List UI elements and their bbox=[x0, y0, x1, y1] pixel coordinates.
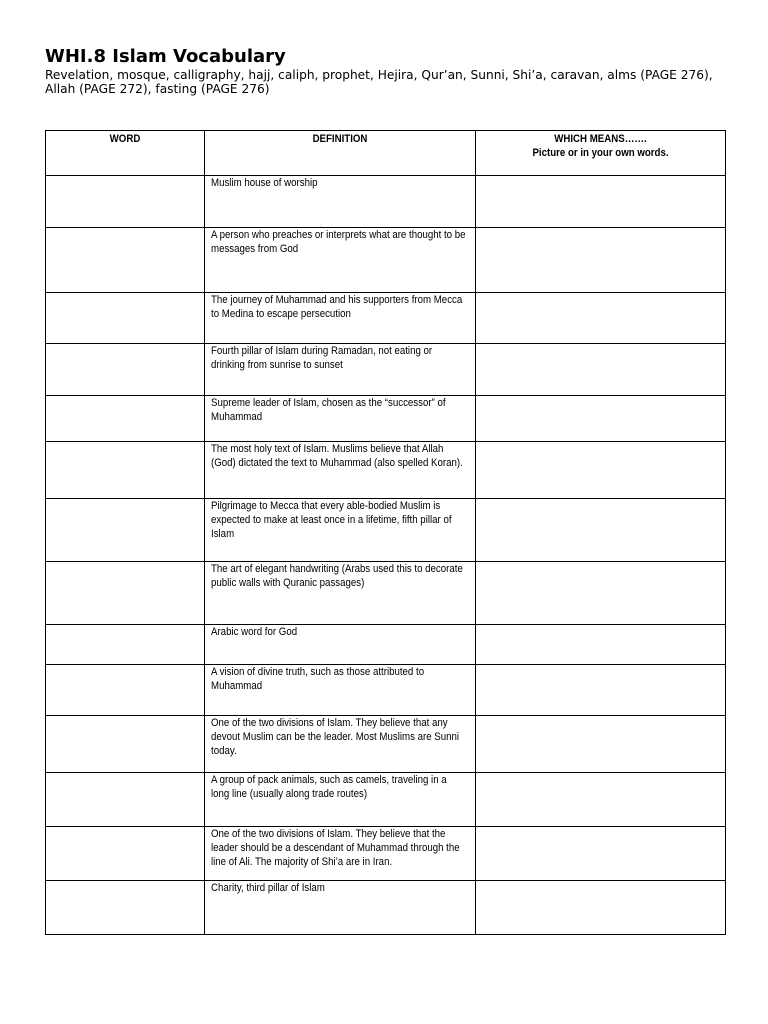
definition-text: The journey of Muhammad and his supporters from Mecca to Medina to escape persecution bbox=[211, 294, 463, 320]
word-cell[interactable] bbox=[46, 396, 205, 442]
definition-text: Supreme leader of Islam, chosen as the “successor” of Muhammad bbox=[211, 397, 446, 423]
word-cell[interactable] bbox=[46, 827, 205, 881]
definition-cell bbox=[205, 228, 476, 293]
vocabulary-table bbox=[45, 130, 726, 935]
word-cell[interactable] bbox=[46, 228, 205, 293]
table-row bbox=[46, 625, 726, 665]
definition-cell bbox=[205, 344, 476, 396]
definition-cell bbox=[205, 293, 476, 344]
word-cell[interactable] bbox=[46, 773, 205, 827]
definition-cell bbox=[205, 562, 476, 625]
definition-text: One of the two divisions of Islam. They believe that any devout Muslim can be the leader. Most Muslims are Sunni today. bbox=[211, 717, 460, 757]
table-row bbox=[46, 228, 726, 293]
word-cell[interactable] bbox=[46, 625, 205, 665]
definition-text: Arabic word for God bbox=[211, 626, 298, 638]
definition-cell bbox=[205, 442, 476, 499]
table-row bbox=[46, 293, 726, 344]
definition-cell bbox=[205, 881, 476, 935]
word-cell[interactable] bbox=[46, 344, 205, 396]
table-row bbox=[46, 442, 726, 499]
which-means-cell[interactable] bbox=[476, 625, 726, 665]
definition-cell bbox=[205, 827, 476, 881]
definition-cell bbox=[205, 625, 476, 665]
definition-cell bbox=[205, 773, 476, 827]
definition-column-header: DEFINITION bbox=[205, 131, 476, 176]
which-means-cell[interactable] bbox=[476, 562, 726, 625]
table-row bbox=[46, 881, 726, 935]
which-means-cell[interactable] bbox=[476, 344, 726, 396]
table-row bbox=[46, 665, 726, 716]
definition-text: Pilgrimage to Mecca that every able-bodied Muslim is expected to make at least once in a lifetime, fifth pillar of Islam bbox=[211, 500, 452, 540]
word-cell[interactable] bbox=[46, 499, 205, 562]
which-means-cell[interactable] bbox=[476, 827, 726, 881]
which-means-cell[interactable] bbox=[476, 396, 726, 442]
definition-text: One of the two divisions of Islam. They believe that the leader should be a descendant of Muhammad through the line of Ali. The majority of Shi’a are in Iran. bbox=[211, 828, 460, 868]
which-means-cell[interactable] bbox=[476, 499, 726, 562]
vocabulary-word-list: Revelation, mosque, calligraphy, hajj, caliph, prophet, Hejira, Qur’an, Sunni, Shi’a, caravan, alms (PAGE 276), Allah (PAGE 272), fasting (PAGE 276) bbox=[45, 68, 713, 96]
which-means-cell[interactable] bbox=[476, 773, 726, 827]
which-means-cell[interactable] bbox=[476, 176, 726, 228]
definition-text: Fourth pillar of Islam during Ramadan, not eating or drinking from sunrise to sunset bbox=[211, 345, 433, 371]
table-row bbox=[46, 562, 726, 625]
definition-cell bbox=[205, 499, 476, 562]
table-row bbox=[46, 344, 726, 396]
word-cell[interactable] bbox=[46, 293, 205, 344]
definition-cell bbox=[205, 176, 476, 228]
word-cell[interactable] bbox=[46, 716, 205, 773]
definition-text: A group of pack animals, such as camels, traveling in a long line (usually along trade routes) bbox=[211, 774, 447, 800]
definition-cell bbox=[205, 665, 476, 716]
table-row bbox=[46, 396, 726, 442]
word-column-header: WORD bbox=[46, 131, 205, 176]
word-cell[interactable] bbox=[46, 881, 205, 935]
which-means-cell[interactable] bbox=[476, 228, 726, 293]
page-title: WHI.8 Islam Vocabulary bbox=[45, 46, 286, 67]
table-row bbox=[46, 716, 726, 773]
definition-text: A person who preaches or interprets what are thought to be messages from God bbox=[211, 229, 466, 255]
word-cell[interactable] bbox=[46, 562, 205, 625]
definition-text: Muslim house of worship bbox=[211, 177, 318, 189]
which-means-column-header: WHICH MEANS……. Picture or in your own words. bbox=[476, 131, 726, 176]
header-row bbox=[46, 131, 726, 176]
definition-text: A vision of divine truth, such as those attributed to Muhammad bbox=[211, 666, 425, 692]
word-cell[interactable] bbox=[46, 176, 205, 228]
which-means-cell[interactable] bbox=[476, 293, 726, 344]
definition-text: The art of elegant handwriting (Arabs used this to decorate public walls with Quranic passages) bbox=[211, 563, 463, 589]
table-row bbox=[46, 827, 726, 881]
table-row bbox=[46, 499, 726, 562]
word-cell[interactable] bbox=[46, 665, 205, 716]
table-row bbox=[46, 176, 726, 228]
which-means-cell[interactable] bbox=[476, 881, 726, 935]
which-means-cell[interactable] bbox=[476, 442, 726, 499]
definition-cell bbox=[205, 396, 476, 442]
word-cell[interactable] bbox=[46, 442, 205, 499]
definition-text: The most holy text of Islam. Muslims believe that Allah (God) dictated the text to Muhammad (also spelled Koran). bbox=[211, 443, 463, 469]
table-row bbox=[46, 773, 726, 827]
definition-text: Charity, third pillar of Islam bbox=[211, 882, 325, 894]
which-means-cell[interactable] bbox=[476, 716, 726, 773]
definition-cell bbox=[205, 716, 476, 773]
which-means-cell[interactable] bbox=[476, 665, 726, 716]
